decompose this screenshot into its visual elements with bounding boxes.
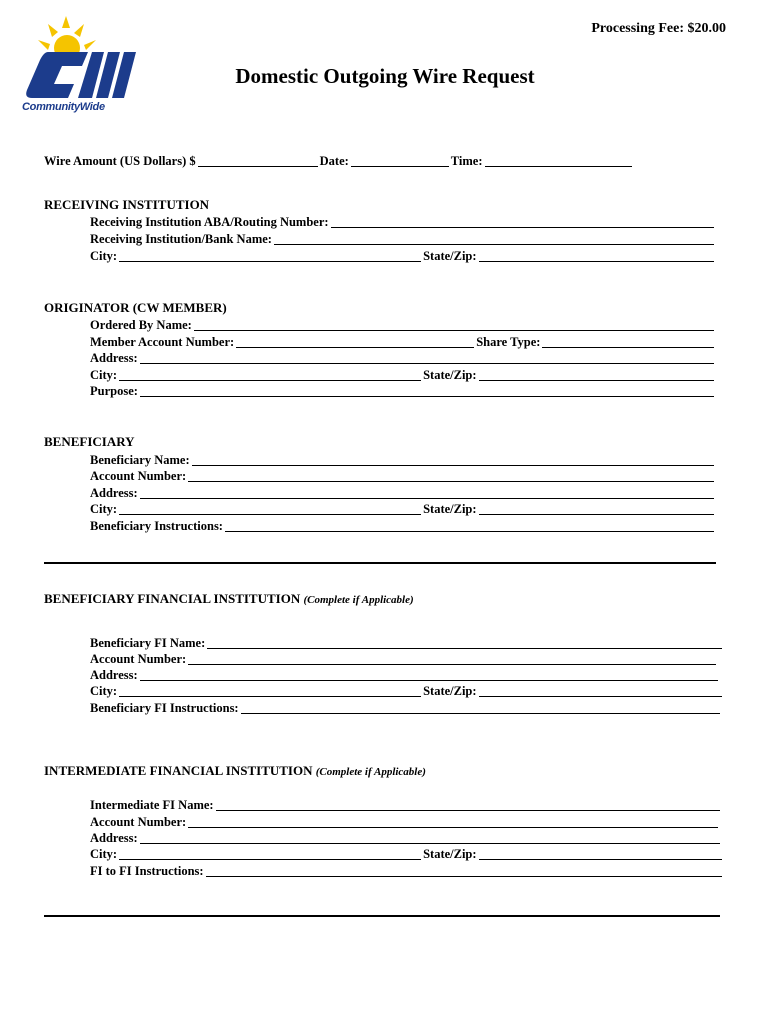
intermediate-fi-name-label: Intermediate FI Name: [90,798,214,812]
wire-amount-label: Wire Amount (US Dollars) $ [44,154,196,168]
receiving-city-field[interactable] [119,250,421,262]
page-title [0,64,770,89]
beneficiary-fi-name-field[interactable] [207,637,722,649]
intermediate-fi-address-field[interactable] [140,832,720,844]
originator-address-field[interactable] [140,352,714,364]
beneficiary-account-field[interactable] [188,470,714,482]
share-type-label: Share Type: [476,335,541,349]
aba-row [90,215,716,230]
beneficiary-instructions-row [90,519,716,534]
fi-to-fi-instructions-label: FI to FI Instructions: [90,864,204,878]
beneficiary-account-row [90,469,716,484]
intermediate-fi-name-row [90,798,722,813]
beneficiary-fi-account-row [90,652,718,667]
beneficiary-address-row [90,486,716,501]
intermediate-fi-note: (Complete if Applicable) [315,766,426,778]
beneficiary-fi-address-row [90,668,720,683]
receiving-statezip-field[interactable] [479,250,714,262]
aba-label: Receiving Institution ABA/Routing Number: [90,215,329,229]
beneficiary-fi-title: BENEFICIARY FINANCIAL INSTITUTION [44,591,301,606]
intermediate-fi-statezip-field[interactable] [479,848,722,860]
purpose-label: Purpose: [90,384,138,398]
share-type-field[interactable] [542,336,714,348]
originator-address-row [90,351,716,366]
bank-name-field[interactable] [274,233,714,245]
city-label: City: [90,847,118,861]
address-label: Address: [90,668,138,682]
processing-fee: Processing Fee: $20.00 [591,21,726,36]
beneficiary-fi-statezip-field[interactable] [479,685,722,697]
city-label: City: [90,368,118,382]
beneficiary-fi-instructions-field[interactable] [241,702,720,714]
intermediate-fi-account-field[interactable] [188,816,718,828]
bank-name-row [90,232,716,247]
city-label: City: [90,684,118,698]
originator-city-field[interactable] [119,369,421,381]
account-number-label: Account Number: [90,815,187,829]
city-label: City: [90,502,118,516]
account-number-label: Account Number: [90,469,187,483]
purpose-row [90,384,716,399]
receiving-section-title: RECEIVING INSTITUTION [44,197,210,212]
bank-name-label: Receiving Institution/Bank Name: [90,232,272,246]
address-label: Address: [90,351,138,365]
statezip-label: State/Zip: [423,249,477,263]
beneficiary-fi-instructions-row [90,701,722,716]
beneficiary-city-field[interactable] [119,503,421,515]
originator-section-title: ORIGINATOR (CW MEMBER) [44,300,227,315]
date-label: Date: [319,154,349,168]
bottom-divider [44,915,720,917]
fi-to-fi-instructions-field[interactable] [206,865,722,877]
page-title-text: Domestic Outgoing Wire Request [235,64,535,88]
beneficiary-fi-name-label: Beneficiary FI Name: [90,636,206,650]
member-account-field[interactable] [236,336,474,348]
receiving-city-row [90,249,716,264]
ordered-by-label: Ordered By Name: [90,318,192,332]
intermediate-fi-address-row [90,831,722,846]
originator-city-row [90,368,716,383]
top-row [44,154,634,169]
statezip-label: State/Zip: [423,684,477,698]
city-label: City: [90,249,118,263]
beneficiary-fi-note: (Complete if Applicable) [303,594,414,606]
beneficiary-name-label: Beneficiary Name: [90,453,190,467]
beneficiary-fi-address-field[interactable] [140,669,718,681]
beneficiary-fi-city-field[interactable] [119,685,421,697]
wire-amount-field[interactable] [198,155,318,167]
statezip-label: State/Zip: [423,368,477,382]
ordered-by-row [90,318,716,333]
address-label: Address: [90,486,138,500]
intermediate-fi-section-title [44,763,426,779]
section-divider [44,562,716,564]
intermediate-fi-city-row [90,847,724,862]
beneficiary-fi-city-row [90,684,724,699]
time-field[interactable] [485,155,633,167]
address-label: Address: [90,831,138,845]
logo-text: CommunityWide [22,101,105,113]
beneficiary-statezip-field[interactable] [479,503,714,515]
member-account-row [90,335,716,350]
beneficiary-instructions-field[interactable] [225,520,714,532]
beneficiary-section-title: BENEFICIARY [44,434,135,449]
beneficiary-fi-name-row [90,636,724,651]
ordered-by-field[interactable] [194,319,714,331]
intermediate-fi-title: INTERMEDIATE FINANCIAL INSTITUTION [44,763,313,778]
statezip-label: State/Zip: [423,847,477,861]
beneficiary-fi-account-field[interactable] [188,653,716,665]
beneficiary-fi-instructions-label: Beneficiary FI Instructions: [90,701,239,715]
statezip-label: State/Zip: [423,502,477,516]
time-label: Time: [450,154,483,168]
beneficiary-name-row [90,453,716,468]
intermediate-fi-account-row [90,815,720,830]
beneficiary-address-field[interactable] [140,487,714,499]
beneficiary-fi-section-title [44,591,414,607]
beneficiary-name-field[interactable] [192,454,714,466]
beneficiary-instructions-label: Beneficiary Instructions: [90,519,223,533]
originator-statezip-field[interactable] [479,369,714,381]
beneficiary-city-row [90,502,716,517]
intermediate-fi-name-field[interactable] [216,799,720,811]
purpose-field[interactable] [140,385,714,397]
aba-field[interactable] [331,216,714,228]
account-number-label: Account Number: [90,652,187,666]
fi-to-fi-instructions-row [90,864,724,879]
member-account-label: Member Account Number: [90,335,235,349]
intermediate-fi-city-field[interactable] [119,848,421,860]
date-field[interactable] [351,155,449,167]
